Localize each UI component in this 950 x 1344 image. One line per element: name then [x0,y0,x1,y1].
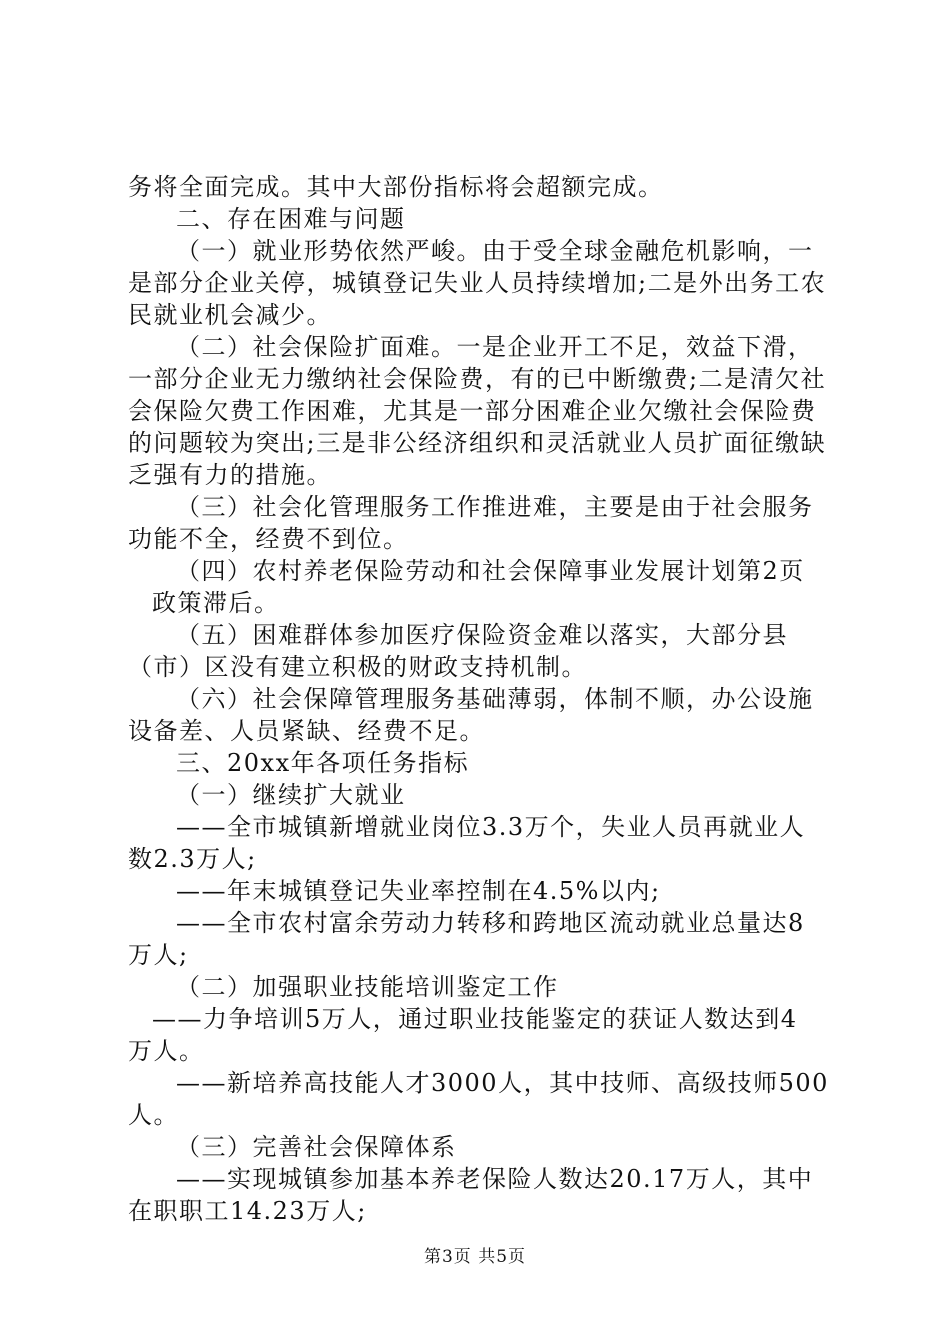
text-line: ——年末城镇登记失业率控制在4.5%以内; [176,877,661,905]
text-line: （五）困难群体参加医疗保险资金难以落实，大部分县 [176,621,788,649]
text-line: ——全市农村富余劳动力转移和跨地区流动就业总量达8 [176,909,805,937]
text-line: 是部分企业关停，城镇登记失业人员持续增加;二是外出务工农 [128,269,827,297]
text-line: （三）社会化管理服务工作推进难，主要是由于社会服务 [176,493,814,521]
text-line: 政策滞后。 [152,589,280,617]
text-line: （六）社会保障管理服务基础薄弱，体制不顺，办公设施 [176,685,814,713]
text-line: 务将全面完成。其中大部份指标将会超额完成。 [128,173,664,201]
text-line: 功能不全，经费不到位。 [128,525,409,553]
text-line: ——力争培训5万人，通过职业技能鉴定的获证人数达到4 [152,1005,798,1033]
text-line: 在职职工14.23万人; [128,1197,367,1225]
text-line: （四）农村养老保险劳动和社会保障事业发展计划第2页 [176,557,805,585]
text-line: （市）区没有建立积极的财政支持机制。 [128,653,587,681]
subsection-heading: （三）完善社会保障体系 [176,1133,457,1161]
text-line: 一部分企业无力缴纳社会保险费，有的已中断缴费;二是清欠社 [128,365,827,393]
text-line: （一）就业形势依然严峻。由于受全球金融危机影响，一 [176,237,814,265]
subsection-heading: （二）加强职业技能培训鉴定工作 [176,973,559,1001]
text-line: ——实现城镇参加基本养老保险人数达20.17万人，其中 [176,1165,814,1193]
section-heading: 二、存在困难与问题 [176,205,406,233]
subsection-heading: （一）继续扩大就业 [176,781,406,809]
text-line: 数2.3万人; [128,845,257,873]
section-heading: 三、20xx年各项任务指标 [176,749,470,777]
text-line: 人。 [128,1101,179,1129]
text-line: 乏强有力的措施。 [128,461,332,489]
text-line: 万人。 [128,1037,205,1065]
text-line: 设备差、人员紧缺、经费不足。 [128,717,485,745]
page-number-footer: 第3页 共5页 [423,1247,527,1267]
text-line: 万人; [128,941,189,969]
text-line: ——新培养高技能人才3000人，其中技师、高级技师500 [176,1069,829,1097]
text-line: ——全市城镇新增就业岗位3.3万个，失业人员再就业人 [176,813,806,841]
text-line: 的问题较为突出;三是非公经济组织和灵活就业人员扩面征缴缺 [128,429,827,457]
text-line: 会保险欠费工作困难，尤其是一部分困难企业欠缴社会保险费 [128,397,817,425]
text-line: （二）社会保险扩面难。一是企业开工不足，效益下滑， [176,333,814,361]
text-line: 民就业机会减少。 [128,301,332,329]
